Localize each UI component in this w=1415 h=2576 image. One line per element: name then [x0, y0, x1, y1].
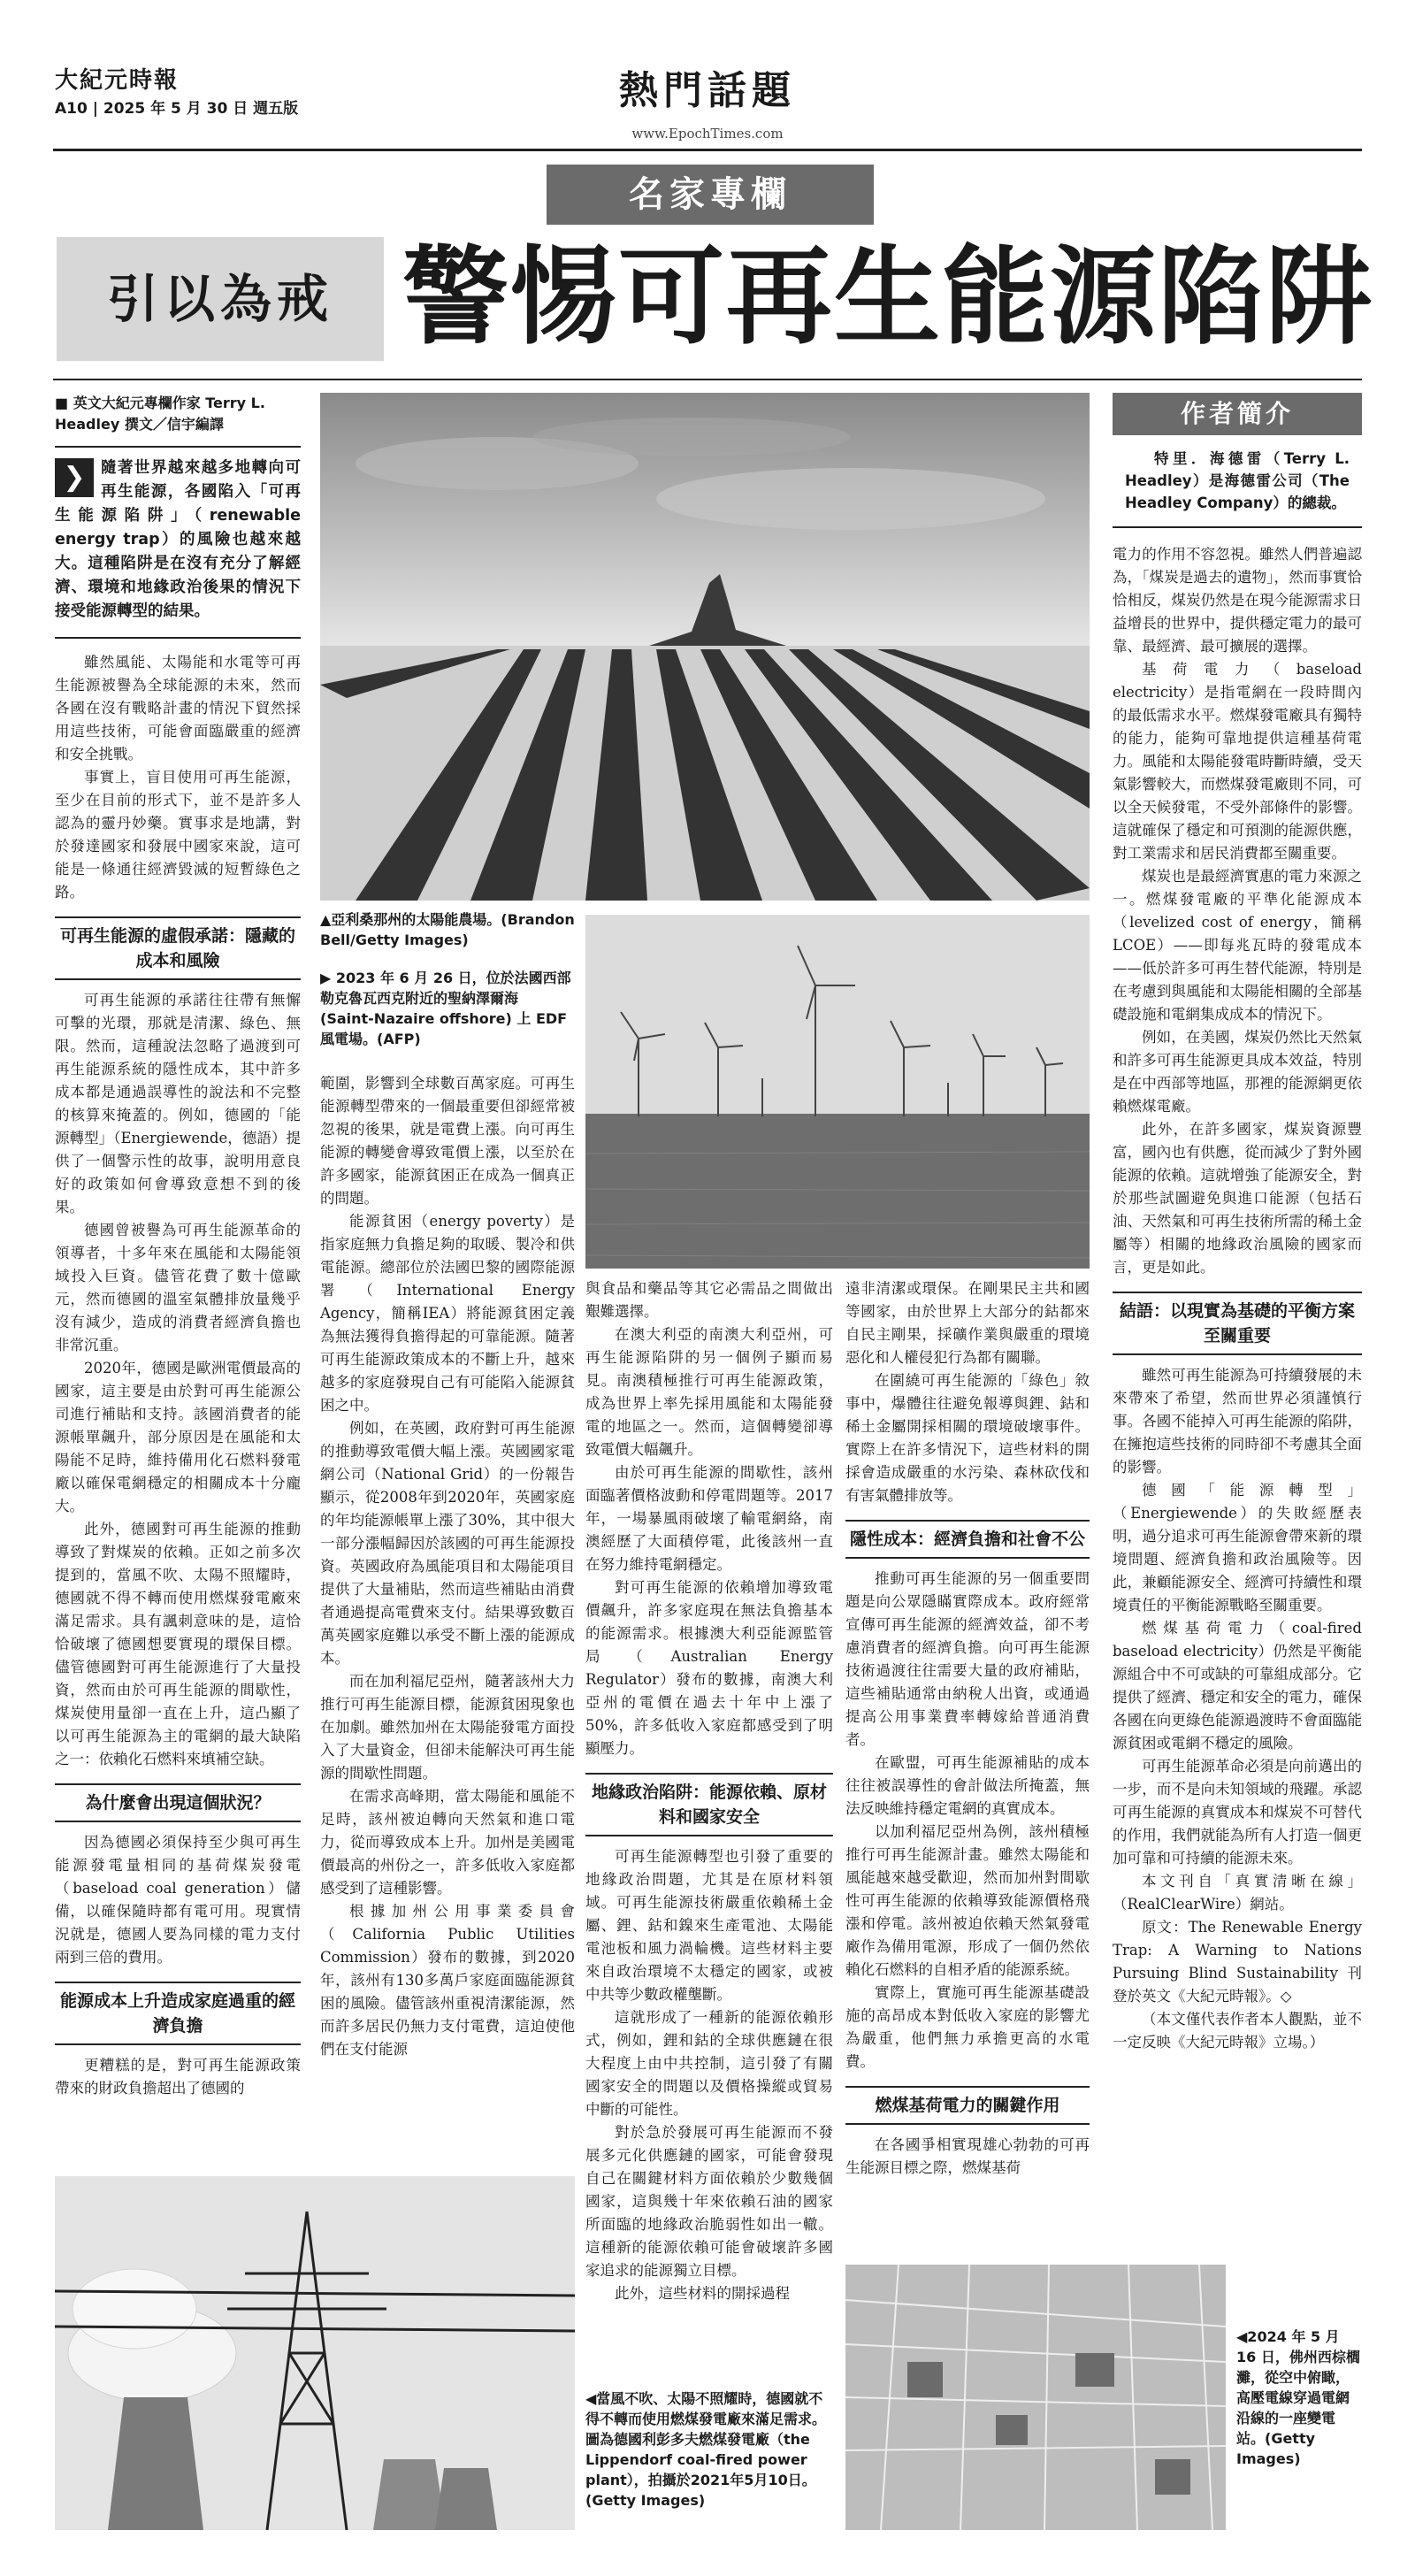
paragraph: 能源貧困（energy poverty）是指家庭無力負擔足夠的取暖、製冷和供電能源。總部位於法國巴黎的國際能源署（International Energy Agency，簡稱IEA）將能源貧困定義為無法獲得負擔得起的可靠能源。隨著可再生能源政策成本的不斷上升，越來越多的家庭發現自己有可能陷入能源貧困之中。: [320, 1213, 575, 1414]
subheading: 結語：以現實為基礎的平衡方案至關重要: [1113, 1292, 1362, 1355]
kicker-box: [57, 237, 384, 361]
subheading: 為什麼會出現這個狀況？: [55, 1783, 301, 1822]
paragraph: 可再生能源的承諾往往帶有無懈可擊的光環，那就是清潔、綠色、無限。然而，這種說法忽略了過渡到可再生能源系統的隱性成本，其中許多成本都是通過誤導性的說法和不完整的核算來掩蓋的。例如，德國的「能源轉型」（Energiewende，德語）提供了一個警示性的故事，說明用意良好的政策如何會導致意想不到的後果。: [55, 992, 301, 1215]
paragraph: 例如，在美國，煤炭仍然比天然氣和許多可再生能源更具成本效益，特別是在中西部等地區，那裡的能源網更依賴燃煤電廠。: [1113, 1029, 1362, 1115]
author-box-rule: [1113, 526, 1362, 528]
byline-rule: [55, 446, 301, 448]
byline: ■ 英文大紀元專欄作家 Terry L. Headley 撰文／信宇編譯: [55, 395, 265, 433]
paragraph: 對於急於發展可再生能源而不發展多元化供應鏈的國家，可能會發現自己在關鍵材料方面依賴於少數幾個國家，這與幾十年來依賴石油的國家所面臨的地緣政治脆弱性如出一轍。這種新的能源依賴可能會破壞許多國家追求的能源獨立目標。: [585, 2124, 833, 2279]
paragraph: 基荷電力（baseload electricity）是指電網在一段時間內的最低需求水平。燃煤發電廠具有獨特的能力，能夠可靠地提供這種基荷電力。風能和太陽能發電時斷時續，受天氣影響較大，而燃煤發電廠則不同，可以全天候發電，不受外部條件的影響。這就確保了穩定和可預測的能源供應，對工業需求和居民消費都至關重要。: [1113, 661, 1362, 862]
lead-arrow-icon: ❯: [55, 458, 94, 497]
column-label-text: 名家專欄: [629, 174, 792, 215]
paragraph: 遠非清潔或環保。在剛果民主共和國等國家，由於世界上大部分的鈷都來自民主剛果，採礦作業與嚴重的環境惡化和人權侵犯行為都有關聯。: [845, 1280, 1090, 1366]
paragraph: 此外，德國對可再生能源的推動導致了對煤炭的依賴。正如之前多次提到的，當風不吹、太陽不照耀時，德國就不得不轉而使用燃煤發電廠來滿足需求。具有諷刺意味的是，這恰恰破壞了德國想要實現的環保目標。儘管德國對可再生能源進行了大量投資，然而由於可再生能源的間歇性，煤炭使用量卻一直在上升，這凸顯了以可再生能源為主的電網的最大缺陷之一：依賴化石燃料來填補空缺。: [55, 1521, 301, 1767]
paragraph: 可再生能源革命必須是向前邁出的一步，而不是向未知領域的飛躍。承認可再生能源的真實成本和煤炭不可替代的作用，我們就能為所有人打造一個更加可靠和可持續的能源未來。: [1113, 1758, 1362, 1867]
paragraph: 實際上，實施可再生能源基礎設施的高昂成本對低收入家庭的影響尤為嚴重，他們無力承擔更高的水電費。: [845, 1984, 1090, 2070]
lead-text: 隨著世界越來越多地轉向可再生能源，各國陷入「可再生能源陷阱」（renewable energy trap）的風險也越來越大。這種陷阱是在沒有充分了解經濟、環境和地緣政治後果的情況下接受能源轉型的結果。: [55, 459, 301, 620]
page-info: A10 | 2025 年 5 月 30 日 週五版: [55, 100, 299, 118]
paragraph: 在圍繞可再生能源的「綠色」敘事中，爆體往往避免報導與鋰、鈷和稀土金屬開採相關的環境破壞事件。實際上在許多情況下，這些材料的開採會造成嚴重的水污染、森林砍伐和有害氣體排放等。: [845, 1372, 1090, 1504]
wind-farm-image: [585, 915, 1090, 1269]
paragraph: 而在加利福尼亞州，隨著該州大力推行可再生能源目標，能源貧困現象也在加劇。雖然加州在太陽能發電方面投入了大量資金，但卻未能解決可再生能源的間歇性問題。: [320, 1673, 575, 1782]
column-5: [1113, 543, 1362, 2054]
paragraph: 範圍，影響到全球數百萬家庭。可再生能源轉型帶來的一個最重要但卻經常被忽視的後果，就是電費上漲。向可再生能源的轉變會導致電價上漲，以至於在許多國家，能源貧困正在成為一個真正的問題。: [320, 1075, 575, 1207]
section-title: 熱門話題: [619, 68, 796, 113]
coal-caption: ◀當風不吹、太陽不照耀時，德國就不得不轉而使用燃煤發電廠來滿足需求。圖為德國利彭多夫燃煤發電廠（the Lippendorf coal-fired power plant），拍攝於2021年5月10日。(Getty Images): [585, 2390, 827, 2509]
solar-farm-photo: [320, 393, 1090, 901]
paragraph: 例如，在英國，政府對可再生能源的推動導致電價大幅上漲。英國國家電網公司（National Grid）的一份報告顯示，從2008年到2020年，英國家庭的年均能源帳單上漲了30%，其中很大一部分漲幅歸因於該國的可再生能源投資。英國政府為風能項目和太陽能項目提供了大量補貼，然而這些補貼由消費者通過提高電費來支付。結果導致數百萬英國家庭難以承受不斷上漲的能源成本。: [320, 1420, 575, 1667]
column-label: [547, 165, 874, 225]
column-3: [585, 1277, 833, 2305]
paragraph: 電力的作用不容忽視。雖然人們普遍認為，「煤炭是過去的遺物」，然而事實恰恰相反，煤炭仍然是在現今能源需求日益增長的世界中，提供穩定電力的最可靠、最經濟、最可擴展的選擇。: [1113, 546, 1362, 655]
paragraph: 此外，這些材料的開採過程: [615, 2285, 790, 2302]
paper-name: 大紀元時報: [55, 67, 180, 94]
subheading: 可再生能源的虛假承諾：隱藏的成本和風險: [55, 916, 301, 980]
paragraph: 在各國爭相實現雄心勃勃的可再生能源目標之際，燃煤基荷: [845, 2136, 1090, 2176]
author-box-text: 特里．海德雷（Terry L. Headley）是海德雷公司（The Headley Company）的總裁。: [1125, 450, 1350, 511]
paragraph: 雖然可再生能源為可持續發展的未來帶來了希望，然而世界必須謹慎行事。各國不能掉入可再生能源的陷阱，在擁抱這些技術的同時卻不考慮其全面的影響。: [1113, 1367, 1362, 1476]
website: www.EpochTimes.com: [631, 126, 784, 142]
wind-farm-photo: [585, 915, 1090, 1269]
paragraph: 2020年，德國是歐洲電價最高的國家，這主要是由於對可再生能源公司進行補貼和支持。該國消費者的能源帳單飆升，部分原因是在風能和太陽能不足時，維持備用化石燃料發電廠以確保電網穩定的相關成本十分龐大。: [55, 1360, 301, 1514]
substation-photo: [845, 2265, 1226, 2530]
paragraph: 燃煤基荷電力（coal-fired baseload electricity）仍然是平衡能源組合中不可或缺的可靠組成部分。它提供了經濟、穩定和安全的電力，確保各國在向更綠色能源過渡時不會面臨能源貧困或電網不穩定的風險。: [1113, 1620, 1362, 1752]
subheading: 能源成本上升造成家庭過重的經濟負擔: [55, 1982, 301, 2045]
paragraph: 此外，在許多國家，煤炭資源豐富，國內也有供應，從而減少了對外國能源的依賴。這就增強了能源安全，對於那些試圖避免與進口能源（包括石油、天然氣和可再生技術所需的稀土金屬等）相關的地緣政治風險的國家而言，更是如此。: [1113, 1121, 1362, 1276]
column-2: [320, 1072, 575, 2061]
paragraph: 更糟糕的是，對可再生能源政策帶來的財政負擔超出了德國的: [55, 2057, 301, 2097]
paragraph: 在歐盟，可再生能源補貼的成本往往被誤導性的會計做法所掩蓋，無法反映維持穩定電網的真實成本。: [845, 1754, 1090, 1817]
paragraph: （本文僅代表作者本人觀點，並不一定反映《大紀元時報》立場。）: [1113, 2011, 1362, 2051]
paragraph: 原文：The Renewable Energy Trap: A Warning to Nations Pursuing Blind Sustainability 刊登於英文《大紀元時報》。◇: [1113, 1919, 1362, 2005]
paragraph: 對可再生能源的依賴增加導致電價飆升，許多家庭現在無法負擔基本的能源需求。根據澳大利亞能源監管局（Australian Energy Regulator）發布的數據，南澳大利亞州的電價在過去十年中上漲了50%，許多低收入家庭都感受到了明顯壓力。: [585, 1579, 833, 1757]
subheading: 地緣政治陷阱：能源依賴、原材料和國家安全: [585, 1773, 833, 1836]
paragraph: 因為德國必須保持至少與可再生能源發電量相同的基荷煤炭發電（baseload coal generation）儲備，以確保隨時都有電可用。現實情況就是，德國人要為同樣的電力支付兩到三倍的費用。: [55, 1834, 301, 1966]
coal-plant-image: [55, 2176, 575, 2530]
subheading: 燃煤基荷電力的關鍵作用: [845, 2086, 1090, 2125]
paragraph: 本文刊自「真實清晰在線」（RealClearWire）網站。: [1113, 1873, 1362, 1913]
wind-caption: ▶ 2023 年 6 月 26 日，位於法國西部勒克魯瓦西克附近的聖納澤爾海 (Saint-Nazaire offshore) 上 EDF 風電場。(AFP): [320, 970, 571, 1047]
banner-rule: [53, 379, 1362, 380]
paragraph: 在需求高峰期，當太陽能和風能不足時，該州被迫轉向天然氣和進口電力，從而導致成本上升。加州是美國電價最高的州份之一，許多低收入家庭都感受到了這種影響。: [320, 1788, 575, 1897]
subheading: 隱性成本：經濟負擔和社會不公: [845, 1520, 1090, 1559]
paragraph: 根據加州公用事業委員會（California Public Utilities Commission）發布的數據，到2020年，該州有130多萬戶家庭面臨能源貧困的風險。儘管該州重視清潔能源，然而許多居民仍無力支付電費，這迫使他們在支付能源: [320, 1903, 575, 2058]
column-4: [845, 1277, 1090, 2180]
paragraph: 事實上，盲目使用可再生能源，至少在目前的形式下，並不是許多人認為的靈丹妙藥。實事求是地講，對於發達國家和發展中國家來說，這可能是一條通往經濟毀滅的短暫綠色之路。: [55, 769, 301, 901]
paragraph: 這就形成了一種新的能源依賴形式，例如，鋰和鈷的全球供應鏈在很大程度上由中共控制，這引發了有關國家安全的問題以及價格操縱或貿易中斷的可能性。: [585, 2009, 833, 2118]
paragraph: 推動可再生能源的另一個重要問題是向公眾隱瞞實際成本。政府經常宣傳可再生能源的經濟效益，卻不考慮消費者的經濟負擔。向可再生能源技術過渡往往需要大量的政府補貼，這些補貼通常由納稅人出資，或通過提高公用事業費率轉嫁給普通消費者。: [845, 1570, 1090, 1748]
paragraph: 德國曾被譽為可再生能源革命的領導者，十多年來在風能和太陽能領域投入巨資。儘管花費了數十億歐元，然而德國的溫室氣體排放量幾乎沒有減少，造成的消費者經濟負擔也非常沉重。: [55, 1222, 301, 1353]
headline: 警惕可再生能源陷阱: [402, 236, 1373, 359]
paragraph: 在澳大利亞的南澳大利亞州，可再生能源陷阱的另一個例子顯而易見。南澳積極推行可再生能源政策，成為世界上率先採用風能和太陽能發電的地區之一。然而，這個轉變卻導致電價大幅飆升。: [585, 1326, 833, 1458]
coal-plant-photo: [55, 2176, 575, 2530]
paragraph: 雖然風能、太陽能和水電等可再生能源被譽為全球能源的未來，然而各國在沒有戰略計畫的情況下貿然採用這些技術，可能會面臨嚴重的經濟和安全挑戰。: [55, 654, 301, 763]
solar-caption: ▲亞利桑那州的太陽能農場。(Brandon Bell/Getty Images): [320, 911, 575, 948]
author-box: [1113, 393, 1362, 528]
kicker-text: 引以為戒: [106, 269, 333, 329]
paragraph: 由於可再生能源的間歇性，該州面臨著價格波動和停電問題等。2017年，一場暴風雨破壞了輸電網絡，南澳經歷了大面積停電，此後該州一直在努力維持電網穩定。: [585, 1464, 833, 1573]
paragraph: 德國「能源轉型」（Energiewende）的失敗經歷表明，過分追求可再生能源會帶來新的環境問題、經濟負擔和政治風險等。因此，兼顧能源安全、經濟可持續性和環境責任的平衡能源戰略至關重要。: [1113, 1482, 1362, 1614]
paragraph: 煤炭也是最經濟實惠的電力來源之一。燃煤發電廠的平準化能源成本（levelized cost of energy，簡稱LCOE）——即每兆瓦時的發電成本——低於許多可再生替代能源，特別是在考慮到與風能和太陽能相關的全部基礎設施和電網集成成本的情況下。: [1113, 868, 1362, 1023]
header-rule: [53, 149, 1362, 151]
substation-image: [845, 2265, 1226, 2530]
lead-paragraph: [55, 456, 301, 624]
paragraph: 與食品和藥品等其它必需品之間做出艱難選擇。: [585, 1280, 833, 1320]
paragraph: 可再生能源轉型也引發了重要的地緣政治問題，尤其是在原材料領域。可再生能源技術嚴重依賴稀土金屬、鋰、鈷和鎳來生產電池、太陽能電池板和風力渦輪機。這些材料主要來自政治環境不太穩定的國家，或被中共等少數政權壟斷。: [585, 1848, 833, 2003]
paragraph: 以加利福尼亞州為例，該州積極推行可再生能源計畫。雖然太陽能和風能越來越受歡迎，然而加州對間歇性可再生能源的依賴導致能源價格飛漲和停電。該州被迫依賴天然氣發電廠作為備用電源，形成了一個仍然依賴化石燃料的自相矛盾的能源系統。: [845, 1823, 1090, 1978]
column-1: [55, 651, 301, 2100]
substation-caption: ◀2024 年 5 月 16 日，佛州西棕櫚灘，從空中俯瞰，高壓電線穿過電網沿線的一座變電站。(Getty Images): [1236, 2328, 1360, 2467]
author-box-title: 作者簡介: [1113, 393, 1362, 435]
lead-rule: [55, 637, 301, 639]
solar-farm-image: [320, 393, 1090, 901]
